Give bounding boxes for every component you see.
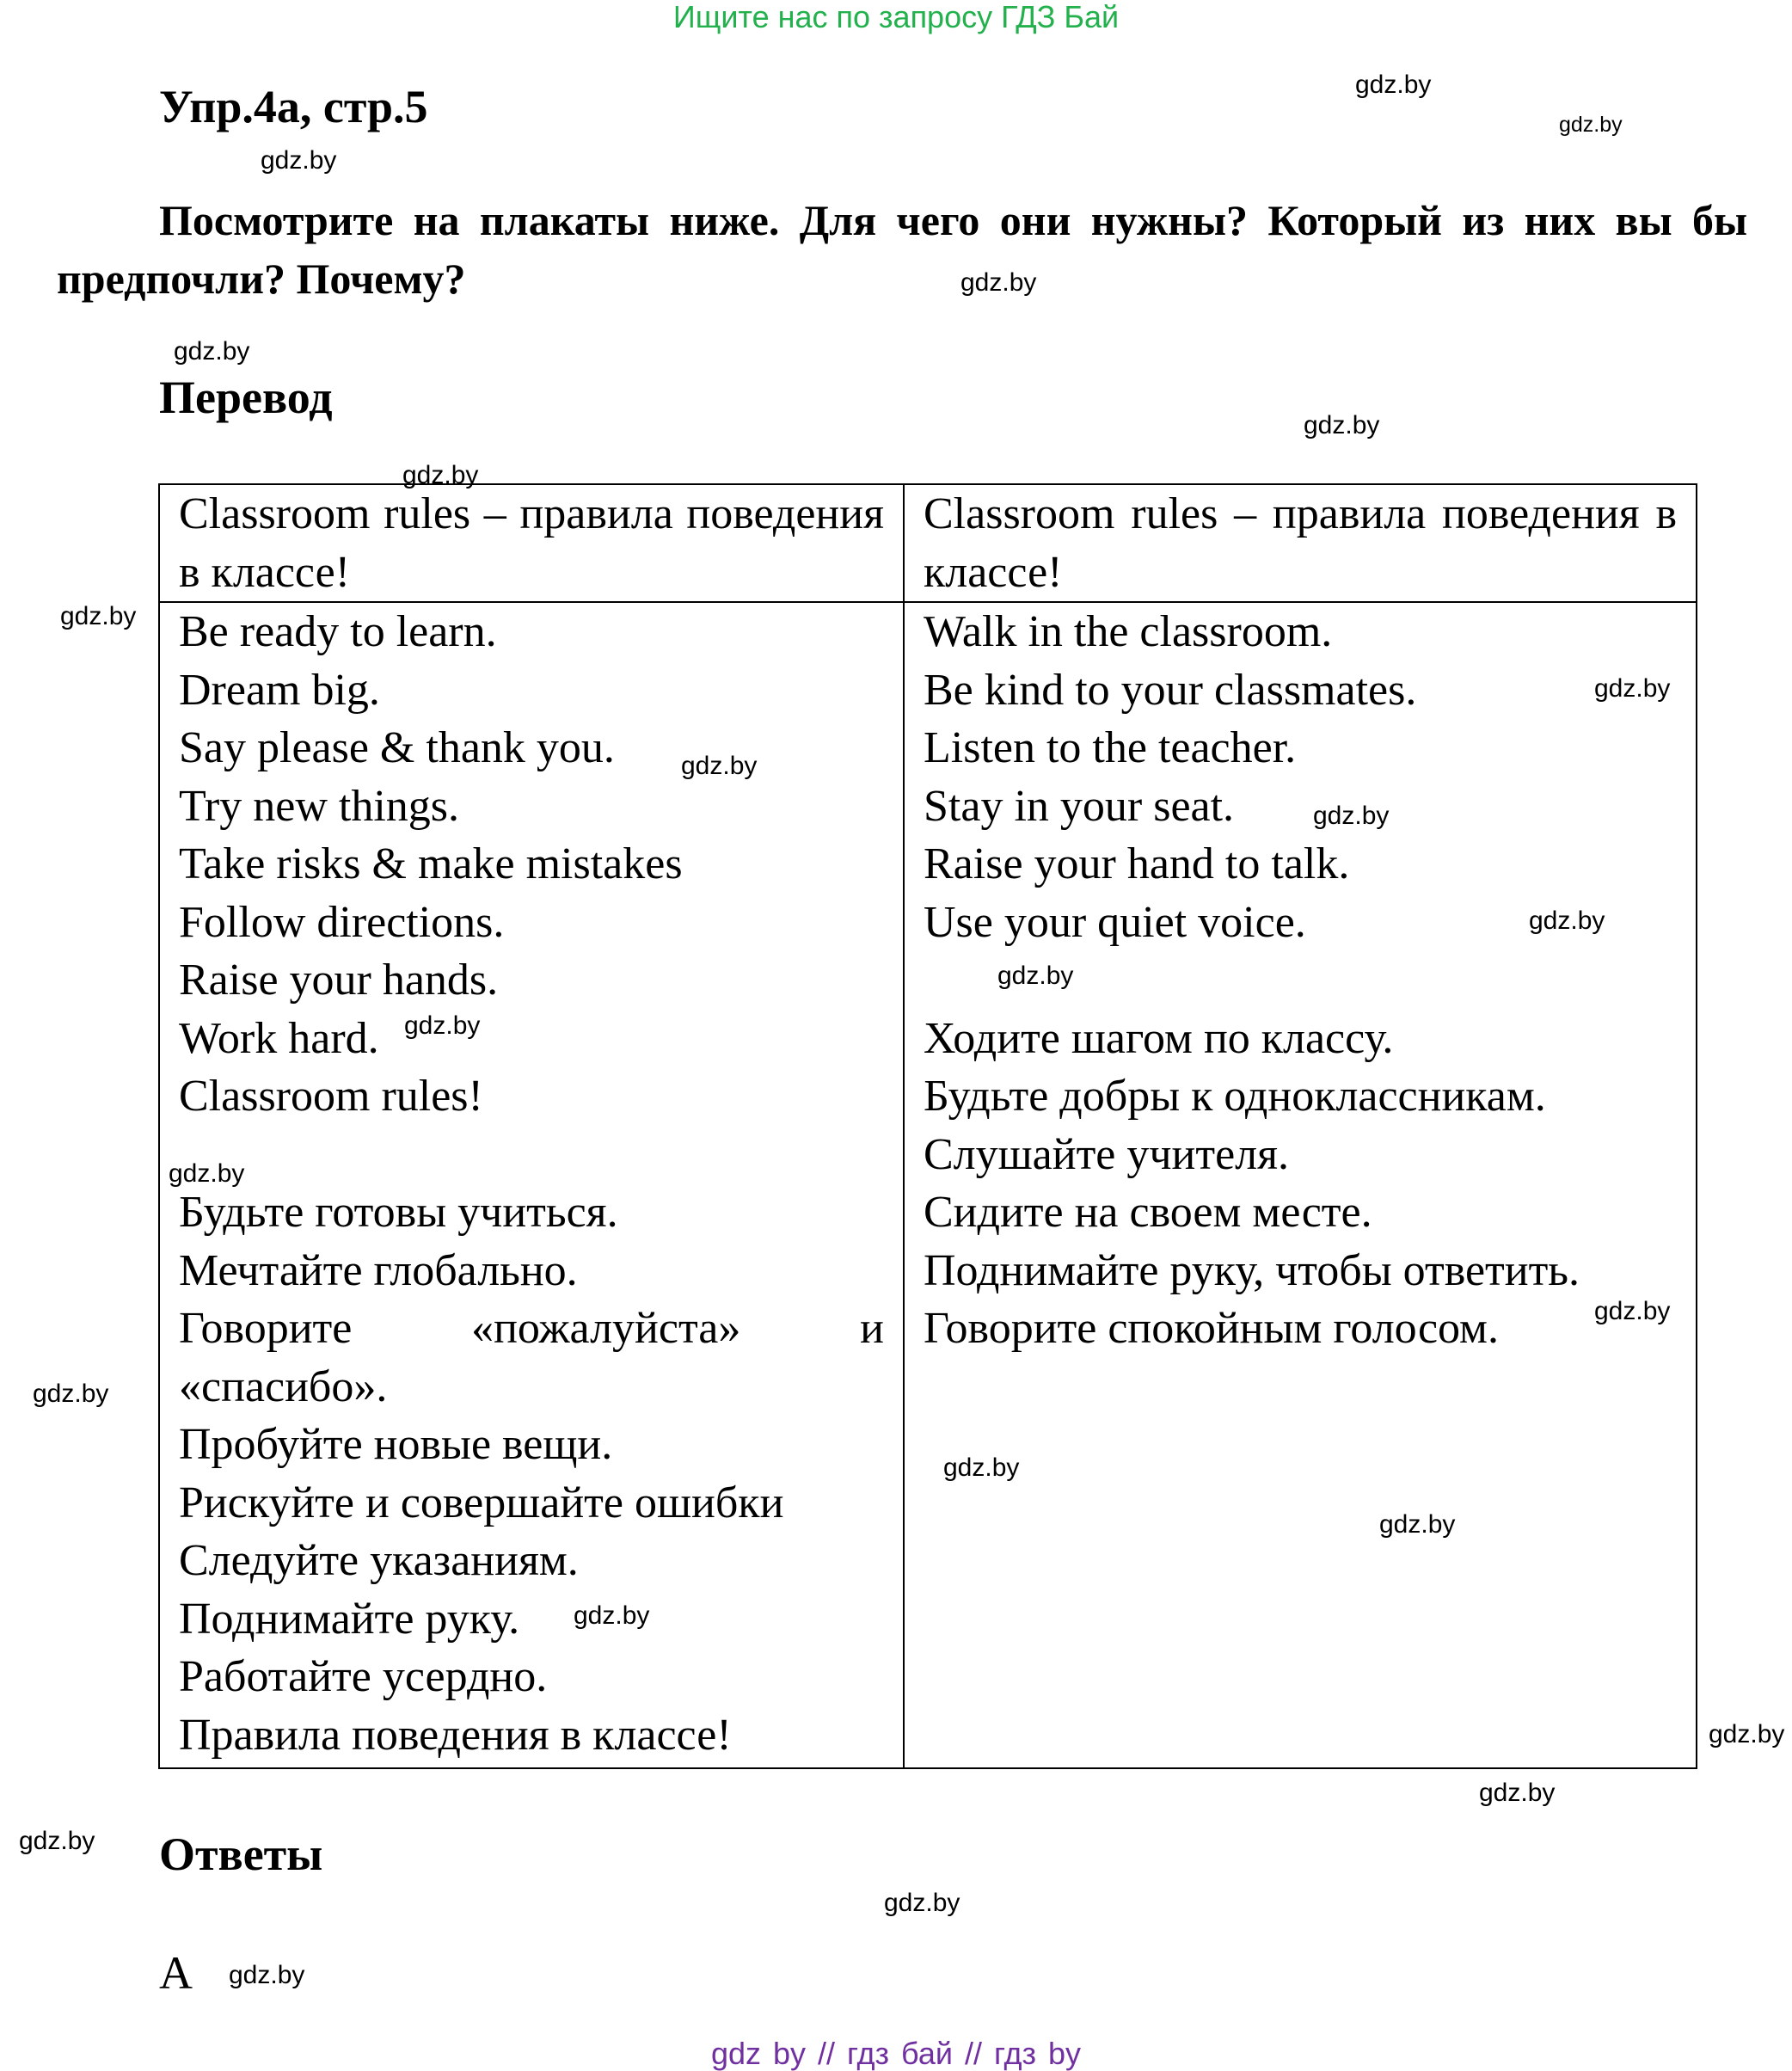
watermark: gdz.by — [1313, 802, 1390, 830]
translation-heading: Перевод — [159, 372, 333, 423]
watermark: gdz.by — [169, 1159, 245, 1188]
list-item: Пробуйте новые вещи. — [179, 1420, 613, 1469]
right-body-cell — [904, 602, 1697, 1768]
list-item: Сидите на своем месте. — [924, 1188, 1372, 1237]
left-body-cell — [159, 602, 904, 1768]
watermark: gdz.by — [229, 1961, 305, 1989]
watermark: gdz.by — [261, 146, 337, 175]
rules-table — [158, 483, 1697, 1769]
left-header-cell — [159, 484, 904, 602]
watermark: gdz.by — [1559, 113, 1623, 137]
list-item: Listen to the teacher. — [924, 723, 1297, 772]
left-header: Classroom rules – правила поведения в классе! — [179, 489, 884, 597]
watermark: gdz.by — [1379, 1510, 1456, 1539]
watermark: gdz.by — [1355, 71, 1432, 99]
list-item: Работайте усердно. — [179, 1652, 548, 1701]
exercise-title: Упр.4а, стр.5 — [159, 81, 428, 132]
right-header: Classroom rules – правила поведения в классе! — [924, 489, 1677, 597]
table-header-row — [159, 484, 1697, 602]
list-item: Be ready to learn. — [179, 607, 497, 656]
watermark: gdz.by — [960, 268, 1037, 297]
list-item: Говорите спокойным голосом. — [924, 1304, 1499, 1353]
watermark: gdz.by — [1594, 1297, 1671, 1325]
list-item: Follow directions. — [179, 897, 505, 947]
answers-heading: Ответы — [159, 1828, 323, 1880]
list-item: Ходите шагом по классу. — [924, 1013, 1394, 1063]
list-item: Classroom rules! — [179, 1072, 483, 1121]
table-body-row — [159, 602, 1697, 1768]
list-item: Говорите «пожалуйста» и «спасибо». — [179, 1304, 884, 1411]
list-item: Raise your hands. — [179, 956, 499, 1005]
watermark: gdz.by — [943, 1453, 1020, 1482]
watermark: gdz.by — [1479, 1779, 1556, 1807]
list-item: Walk in the classroom. — [924, 607, 1333, 656]
list-item: Поднимайте руку. — [179, 1594, 520, 1644]
watermark: gdz.by — [1529, 906, 1605, 935]
list-item: Правила поведения в классе! — [179, 1710, 732, 1760]
list-item: Рискуйте и совершайте ошибки — [179, 1478, 784, 1527]
spacer — [179, 1126, 884, 1184]
watermark: gdz.by — [681, 752, 758, 780]
list-item: Мечтайте глобально. — [179, 1245, 578, 1295]
watermark: gdz.by — [402, 461, 479, 489]
list-item: Use your quiet voice. — [924, 897, 1306, 947]
watermark: gdz.by — [1709, 1720, 1785, 1748]
list-item: Будьте добры к одноклассникам. — [924, 1072, 1546, 1121]
top-banner: Ищите нас по запросу ГДЗ Бай — [672, 0, 1120, 34]
list-item: Слушайте учителя. — [924, 1129, 1290, 1179]
list-item: Raise your hand to talk. — [924, 839, 1350, 888]
task-text: Посмотрите на плакаты ниже. Для чего они нужны? Который из них вы бы предпочли? Почему? — [57, 196, 1747, 303]
watermark: gdz.by — [1304, 411, 1380, 439]
list-item: Следуйте указаниям. — [179, 1536, 579, 1585]
list-item: Try new things. — [179, 781, 460, 831]
watermark: gdz.by — [997, 962, 1074, 990]
list-item: Take risks & make mistakes — [179, 839, 683, 888]
watermark: gdz.by — [404, 1011, 481, 1040]
list-item: Say please & thank you. — [179, 723, 615, 772]
watermark: gdz.by — [33, 1380, 109, 1408]
list-item: Stay in your seat. — [924, 781, 1235, 831]
right-header-cell — [904, 484, 1697, 602]
watermark: gdz.by — [60, 602, 137, 630]
list-item: Dream big. — [179, 665, 380, 715]
watermark: gdz.by — [884, 1889, 960, 1917]
list-item: Будьте готовы учиться. — [179, 1188, 618, 1237]
list-item: Be kind to your classmates. — [924, 665, 1417, 715]
list-item: Поднимайте руку, чтобы ответить. — [924, 1245, 1580, 1295]
answer-letter: A — [159, 1947, 193, 1999]
watermark: gdz.by — [1594, 674, 1671, 703]
watermark: gdz.by — [174, 337, 250, 366]
footer-links: gdz by // гдз бай // гдз by — [710, 2036, 1082, 2071]
watermark: gdz.by — [19, 1827, 95, 1855]
list-item: Work hard. — [179, 1013, 379, 1063]
watermark: gdz.by — [574, 1601, 650, 1630]
